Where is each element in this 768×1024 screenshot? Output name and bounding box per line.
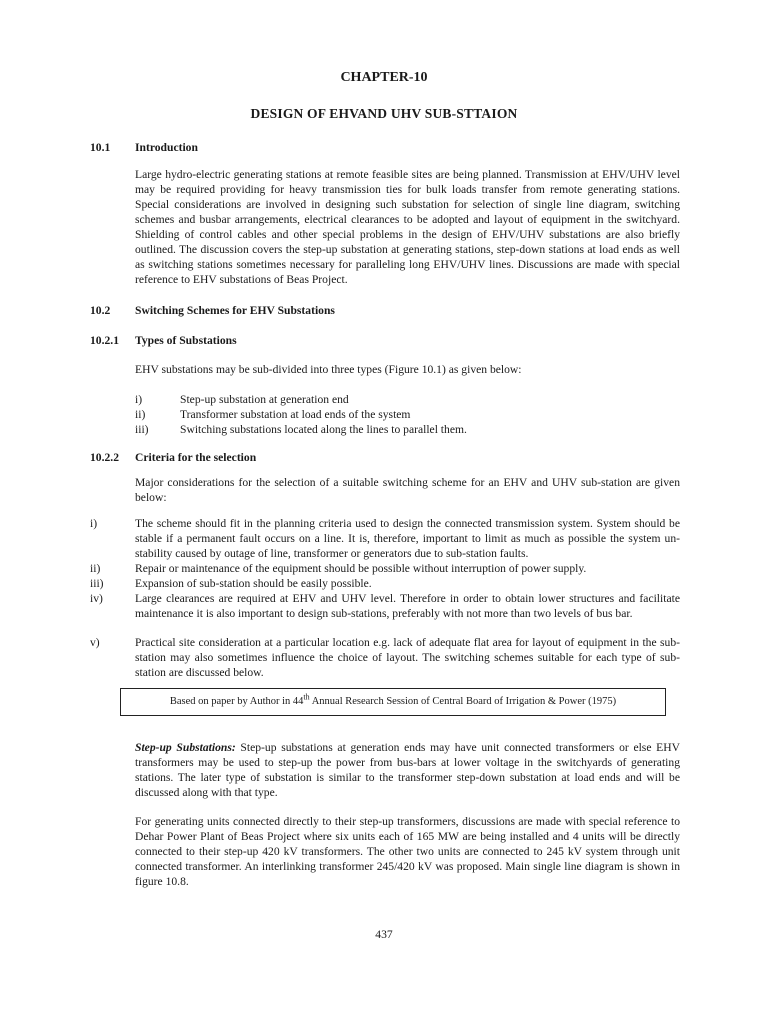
criteria-intro: Major considerations for the selection of a suitable switching scheme for an EHV and UHV sub-station are given below: (135, 476, 680, 504)
list-number: iii) (135, 423, 149, 436)
section-title: Criteria for the selection (135, 451, 257, 464)
chapter-title: DESIGN OF EHVAND UHV SUB-STTAION (250, 106, 518, 121)
section-number: 10.2.1 (90, 334, 119, 347)
stepup-label: Step-up Substations: (135, 741, 236, 754)
intro-paragraph: Large hydro-electric generating stations at remote feasible sites are being planned. Transmission at EHV/UHV level may be required providing for heavy transmission ties for bulk loads transfer from remote generating stations. Special considerations are involved in designing such substation for selection of single line diagram, switching schemes and busbar arrangements, electrical clearances to be adopted and layout of equipment in the switchyard. Shielding of control cables and other special problems in the design of EHV/UHV substations are also briefly outlined. The discussion covers the step-up substation at generating stations, step-down stations at load ends as well as switching stations sometimes necessary for paralleling long EHV/UHV lines. Discussions are made with special reference to EHV substations of Beas Project. (135, 168, 680, 286)
stepup-paragraph (135, 740, 680, 800)
list-number: ii) (135, 408, 146, 421)
section-number: 10.2 (90, 304, 111, 317)
source-note-superscript: th (303, 692, 310, 702)
criteria-text: Practical site consideration at a particular location e.g. lack of adequate flat area for layout of equipment in the sub-station may also sometimes influence the choice of layout. The switching schemes suitable for each type of sub-station are discussed below. (135, 636, 680, 679)
stepup-text: Step-up substations at generation ends may have unit connected transformers or else EHV transformers may be used to step-up the power from bus-bars at lower voltage in the switchyards of generating stations. The later type of substation is similar to the transformer step-down substation at load ends and will be discussed along with that type. (135, 741, 680, 799)
criteria-number: ii) (90, 562, 101, 575)
section-title: Introduction (135, 141, 198, 154)
list-text: Switching substations located along the lines to parallel them. (180, 423, 467, 436)
list-number: i) (135, 393, 143, 406)
chapter-heading: CHAPTER-10 (340, 70, 428, 85)
list-text: Step-up substation at generation end (180, 393, 349, 406)
section-number: 10.2.2 (90, 451, 119, 464)
criteria-text: Expansion of sub-station should be easily possible. (135, 577, 372, 590)
section-number: 10.1 (90, 141, 111, 154)
criteria-text: The scheme should fit in the planning criteria used to design the connected transmission system. System should be stable if a permanent fault occurs on a line. It is, therefore, important to limit as much as possible the system un-stability caused by outage of line, transformer or generators due to sub-station faults. (135, 517, 680, 560)
criteria-text: Large clearances are required at EHV and UHV level. Therefore in order to obtain lower structures and facilitate maintenance it is also important to design sub-stations, preferably with not more than two levels of bus bar. (135, 592, 680, 620)
criteria-number: i) (90, 517, 98, 530)
criteria-number: iii) (90, 577, 104, 590)
list-text: Transformer substation at load ends of the system (180, 408, 411, 421)
dehar-paragraph: For generating units connected directly to their step-up transformers, discussions are made with special reference to Dehar Power Plant of Beas Project where six units each of 165 MW are being installed and 4 units will be directly connected to their step-up 420 kV transformers. The other two units are connected to 245 kV system through unit connected transformer. An interlinking transformer 245/420 kV was proposed. Main single line diagram is shown in figure 10.8. (135, 815, 680, 888)
section-title: Types of Substations (135, 334, 237, 347)
section-title: Switching Schemes for EHV Substations (135, 304, 335, 317)
criteria-number: v) (90, 636, 100, 649)
source-note-text-rest: Annual Research Session of Central Board of Irrigation & Power (1975) (309, 696, 617, 707)
source-note-text: Based on paper by Author in 44 (169, 696, 304, 707)
criteria-number: iv) (90, 592, 103, 605)
types-intro: EHV substations may be sub-divided into three types (Figure 10.1) as given below: (135, 363, 522, 376)
page-number: 437 (375, 928, 393, 941)
criteria-text: Repair or maintenance of the equipment should be possible without interruption of power supply. (135, 562, 587, 575)
source-note-box (120, 688, 666, 716)
